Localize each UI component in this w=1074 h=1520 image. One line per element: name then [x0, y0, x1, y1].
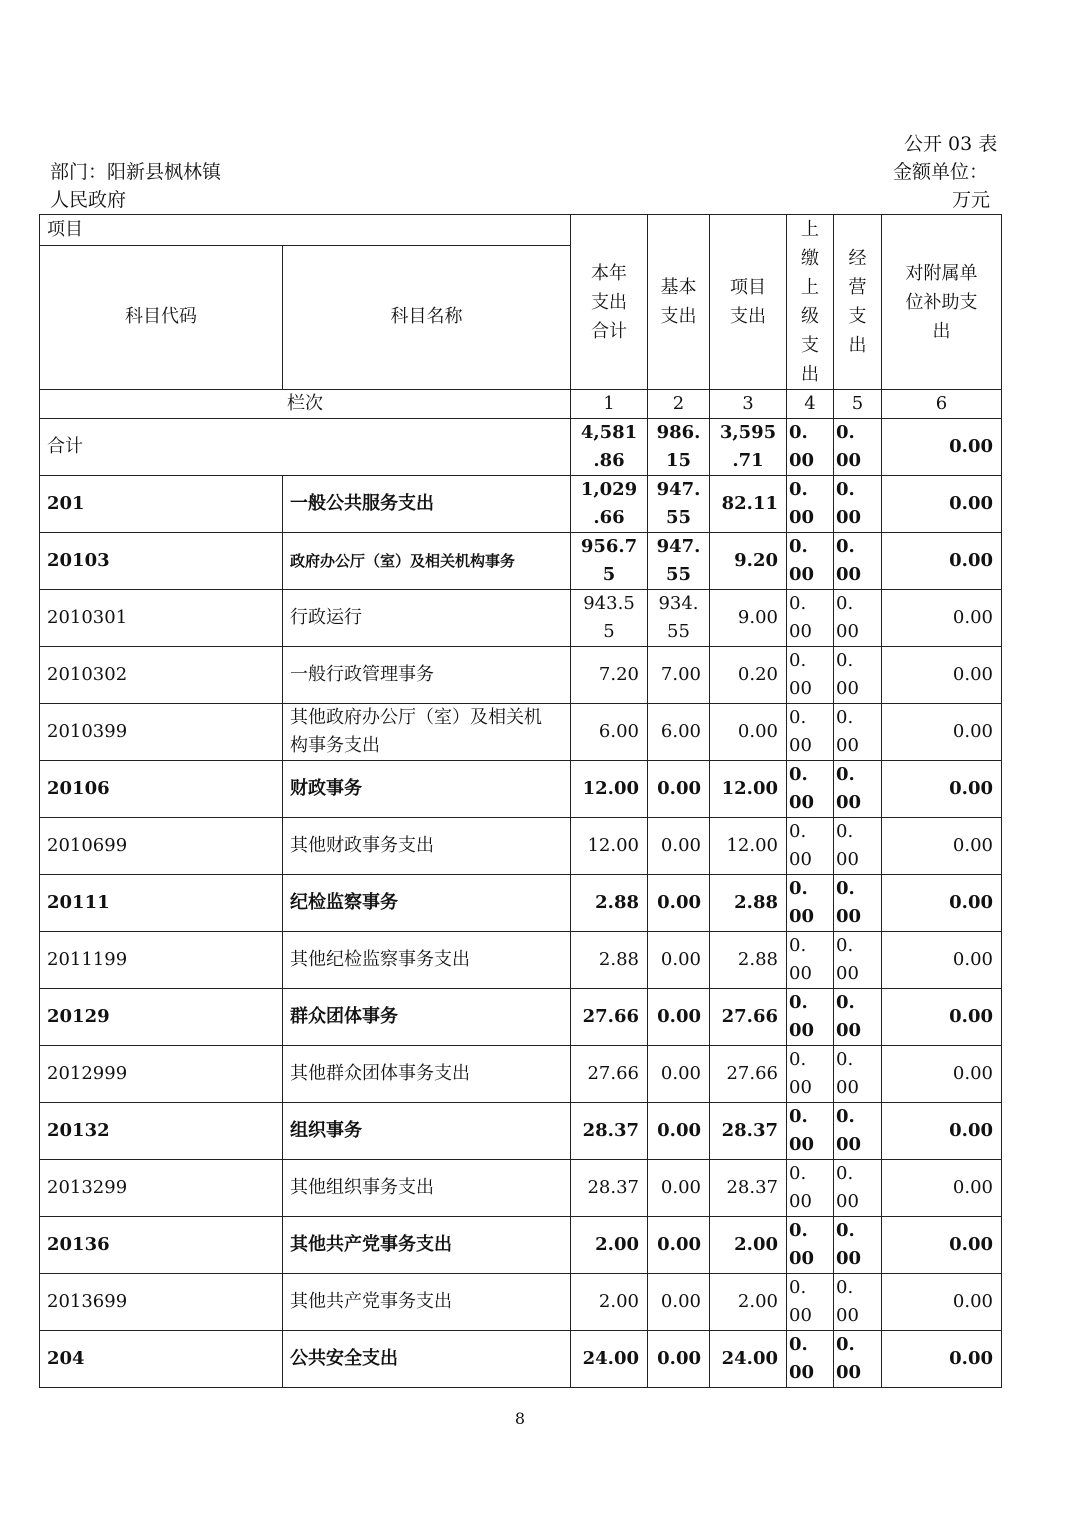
project-amount: 0.00 — [710, 704, 787, 761]
basic-amount: 0.00 — [648, 932, 710, 989]
subsidy-amount: 0.00 — [882, 647, 1002, 704]
subject-name-line: 其他政府办公厅（室）及相关机 — [290, 707, 542, 728]
basic-amount: 0.00 — [648, 1046, 710, 1103]
cell-line: 0. — [836, 422, 855, 443]
col_project-line: 支出 — [730, 306, 766, 327]
table-row — [40, 590, 1002, 647]
cell-line: 00 — [836, 963, 859, 984]
cell-line: 0. — [836, 764, 855, 785]
col_subsidy-line: 对附属单 — [905, 262, 978, 284]
cell-line: 00 — [836, 1020, 862, 1041]
column-index-5: 5 — [834, 390, 882, 419]
cell-line: .71 — [732, 450, 764, 471]
cell-line: 0. — [789, 479, 808, 500]
table-row — [40, 989, 1002, 1046]
col-basic-header — [648, 215, 710, 390]
total-amount: 2.00 — [571, 1274, 648, 1331]
subject-code: 2010699 — [40, 818, 283, 875]
total-amount — [571, 419, 648, 476]
column-index-4: 4 — [787, 390, 834, 419]
cell-line: .66 — [593, 507, 625, 528]
subsidy-amount: 0.00 — [882, 1217, 1002, 1274]
business-amount — [834, 590, 882, 647]
cell-line: 0. — [789, 1277, 807, 1298]
subject-code: 20129 — [40, 989, 283, 1046]
col_upper-line: 缴 — [801, 248, 819, 269]
subsidy-amount: 0.00 — [882, 419, 1002, 476]
subject-name: 纪检监察事务 — [283, 875, 571, 932]
cell-line: 0. — [836, 1163, 854, 1184]
total-amount: 28.37 — [571, 1103, 648, 1160]
cell-line: 00 — [789, 621, 812, 642]
subsidy-amount: 0.00 — [882, 761, 1002, 818]
subsidy-amount: 0.00 — [882, 533, 1002, 590]
business-amount — [834, 476, 882, 533]
basic-amount — [648, 419, 710, 476]
business-amount — [834, 1274, 882, 1331]
cell-line: 00 — [789, 1362, 815, 1383]
cell-line: 0. — [789, 593, 807, 614]
cell-line: 55 — [667, 621, 690, 642]
basic-amount: 0.00 — [648, 989, 710, 1046]
project-amount: 27.66 — [710, 1046, 787, 1103]
project-amount: 9.00 — [710, 590, 787, 647]
column-index-row — [40, 390, 1002, 419]
col_upper-line: 上 — [801, 219, 819, 240]
upper-amount — [787, 761, 834, 818]
cell-line: 00 — [836, 507, 862, 528]
cell-line: 00 — [789, 849, 812, 870]
subject-name: 一般行政管理事务 — [283, 647, 571, 704]
row-label: 合计 — [40, 419, 571, 476]
subject-name: 群众团体事务 — [283, 989, 571, 1046]
unit-label-line1: 金额单位： — [893, 161, 989, 183]
cell-line: 55 — [665, 507, 692, 528]
col_upper-line: 级 — [801, 306, 819, 327]
cell-line: 0. — [836, 992, 855, 1013]
subject-code: 20132 — [40, 1103, 283, 1160]
subsidy-amount: 0.00 — [882, 1046, 1002, 1103]
cell-line: 0. — [789, 935, 807, 956]
col-project-header — [710, 215, 787, 390]
basic-amount — [648, 590, 710, 647]
budget-table — [39, 214, 1002, 1388]
subject-name: 其他财政事务支出 — [283, 818, 571, 875]
table-row — [40, 818, 1002, 875]
business-amount — [834, 1331, 882, 1388]
col_total-line: 支出 — [591, 291, 627, 313]
business-amount — [834, 1160, 882, 1217]
cell-line: 00 — [789, 1134, 815, 1155]
table-row — [40, 419, 1002, 476]
business-amount — [834, 989, 882, 1046]
subject-name: 其他共产党事务支出 — [283, 1274, 571, 1331]
total-amount: 6.00 — [571, 704, 648, 761]
col_subsidy-line: 出 — [932, 320, 951, 342]
project-amount: 2.88 — [710, 932, 787, 989]
column-index-6: 6 — [882, 390, 1002, 419]
upper-amount — [787, 818, 834, 875]
cell-line: 00 — [836, 849, 859, 870]
subsidy-amount: 0.00 — [882, 875, 1002, 932]
subsidy-amount: 0.00 — [882, 1331, 1002, 1388]
subsidy-amount: 0.00 — [882, 818, 1002, 875]
business-amount — [834, 1217, 882, 1274]
project-amount — [710, 419, 787, 476]
cell-line: 00 — [789, 1248, 815, 1269]
cell-line: 0. — [836, 878, 855, 899]
table-row — [40, 875, 1002, 932]
subsidy-amount: 0.00 — [882, 590, 1002, 647]
subject-name-line: 构事务支出 — [290, 735, 380, 756]
project-amount: 28.37 — [710, 1160, 787, 1217]
cell-line: 0. — [836, 707, 854, 728]
cell-line: 00 — [836, 450, 862, 471]
upper-amount — [787, 533, 834, 590]
basic-amount: 0.00 — [648, 761, 710, 818]
upper-amount — [787, 590, 834, 647]
column-index-label: 栏次 — [40, 390, 571, 419]
project-amount: 2.00 — [710, 1217, 787, 1274]
basic-amount: 0.00 — [648, 1217, 710, 1274]
upper-amount — [787, 932, 834, 989]
table-row — [40, 1331, 1002, 1388]
subject-name: 公共安全支出 — [283, 1331, 571, 1388]
cell-line: 5 — [602, 564, 616, 585]
subject-name: 其他组织事务支出 — [283, 1160, 571, 1217]
business-amount — [834, 647, 882, 704]
col_upper-line: 出 — [801, 364, 819, 385]
col_total-line: 本年 — [591, 262, 627, 284]
col-name-header: 科目名称 — [283, 245, 571, 389]
cell-line: 00 — [789, 792, 815, 813]
upper-amount — [787, 647, 834, 704]
table-row — [40, 1160, 1002, 1217]
cell-line: 00 — [836, 792, 862, 813]
total-amount: 2.88 — [571, 932, 648, 989]
cell-line: 55 — [665, 564, 692, 585]
subject-name — [283, 704, 571, 761]
total-amount: 12.00 — [571, 818, 648, 875]
total-amount: 28.37 — [571, 1160, 648, 1217]
cell-line: 0. — [789, 422, 808, 443]
subsidy-amount: 0.00 — [882, 932, 1002, 989]
cell-line: 0. — [836, 935, 854, 956]
col_subsidy-line: 位补助支 — [905, 291, 978, 313]
cell-line: 0. — [836, 650, 854, 671]
total-amount: 7.20 — [571, 647, 648, 704]
cell-line: 0. — [836, 1220, 855, 1241]
business-amount — [834, 1103, 882, 1160]
subject-code: 20106 — [40, 761, 283, 818]
project-amount: 9.20 — [710, 533, 787, 590]
col_upper-line: 支 — [801, 335, 819, 356]
table-row — [40, 704, 1002, 761]
total-amount — [571, 590, 648, 647]
basic-amount: 0.00 — [648, 1103, 710, 1160]
cell-line: 956.7 — [580, 536, 638, 557]
table-row — [40, 1274, 1002, 1331]
col_business-line: 出 — [848, 335, 867, 356]
cell-line: 0. — [836, 1334, 855, 1355]
business-amount — [834, 761, 882, 818]
subsidy-amount: 0.00 — [882, 1103, 1002, 1160]
cell-line: .86 — [593, 450, 625, 471]
upper-amount — [787, 704, 834, 761]
cell-line: 986. — [656, 422, 701, 443]
cell-line: 0. — [836, 1277, 854, 1298]
subject-code: 2010399 — [40, 704, 283, 761]
cell-line: 00 — [836, 735, 859, 756]
cell-line: 947. — [656, 536, 701, 557]
cell-line: 00 — [836, 1305, 859, 1326]
project-header: 项目 — [40, 215, 571, 246]
department-label-line1: 部门：阳新县枫林镇 — [50, 161, 222, 183]
subject-code: 204 — [40, 1331, 283, 1388]
project-amount: 2.88 — [710, 875, 787, 932]
total-amount: 2.00 — [571, 1217, 648, 1274]
basic-amount: 6.00 — [648, 704, 710, 761]
basic-amount: 0.00 — [648, 1274, 710, 1331]
business-amount — [834, 818, 882, 875]
subject-code: 2013299 — [40, 1160, 283, 1217]
col-upper-header — [787, 215, 834, 390]
col_basic-line: 基本 — [660, 277, 697, 298]
cell-line: 00 — [836, 564, 862, 585]
subject-code: 2011199 — [40, 932, 283, 989]
page-number: 8 — [514, 1409, 526, 1428]
header-row-project — [40, 215, 1002, 246]
cell-line: 943.5 — [583, 593, 635, 614]
business-amount — [834, 1046, 882, 1103]
cell-line: 00 — [789, 564, 815, 585]
cell-line: 3,595 — [719, 422, 777, 443]
col_basic-line: 支出 — [660, 306, 697, 327]
column-index-3: 3 — [710, 390, 787, 419]
cell-line: 0. — [789, 1049, 807, 1070]
cell-line: 00 — [836, 1191, 859, 1212]
col_business-line: 支 — [848, 306, 867, 327]
subsidy-amount: 0.00 — [882, 1274, 1002, 1331]
subject-name: 其他纪检监察事务支出 — [283, 932, 571, 989]
cell-line: 00 — [789, 1020, 815, 1041]
cell-line: 0. — [789, 1163, 807, 1184]
project-amount: 0.20 — [710, 647, 787, 704]
business-amount — [834, 533, 882, 590]
col-code-header: 科目代码 — [40, 245, 283, 389]
upper-amount — [787, 419, 834, 476]
subsidy-amount: 0.00 — [882, 476, 1002, 533]
cell-line: 5 — [603, 621, 615, 642]
basic-amount — [648, 476, 710, 533]
total-amount — [571, 476, 648, 533]
cell-line: 00 — [836, 1362, 862, 1383]
col_total-line: 合计 — [591, 320, 627, 342]
cell-line: 0. — [836, 1049, 854, 1070]
cell-line: 00 — [789, 906, 815, 927]
subject-code: 20111 — [40, 875, 283, 932]
cell-line: 00 — [789, 963, 812, 984]
upper-amount — [787, 989, 834, 1046]
subject-name: 组织事务 — [283, 1103, 571, 1160]
subject-code: 2010302 — [40, 647, 283, 704]
col-total-header — [571, 215, 648, 390]
upper-amount — [787, 1160, 834, 1217]
upper-amount — [787, 875, 834, 932]
total-amount — [571, 533, 648, 590]
cell-line: 4,581 — [580, 422, 638, 443]
cell-line: 0. — [789, 1106, 808, 1127]
project-amount: 28.37 — [710, 1103, 787, 1160]
basic-amount: 7.00 — [648, 647, 710, 704]
subject-code: 2010301 — [40, 590, 283, 647]
subject-name: 行政运行 — [283, 590, 571, 647]
project-amount: 12.00 — [710, 761, 787, 818]
cell-line: 0. — [789, 878, 808, 899]
table-row — [40, 1103, 1002, 1160]
cell-line: 947. — [656, 479, 701, 500]
subject-code: 20136 — [40, 1217, 283, 1274]
business-amount — [834, 419, 882, 476]
cell-line: 1,029 — [580, 479, 638, 500]
subject-name: 政府办公厅（室）及相关机构事务 — [283, 533, 571, 590]
subject-code: 2012999 — [40, 1046, 283, 1103]
cell-line: 00 — [836, 1134, 862, 1155]
subsidy-amount: 0.00 — [882, 1160, 1002, 1217]
total-amount: 12.00 — [571, 761, 648, 818]
cell-line: 0. — [789, 764, 808, 785]
cell-line: 00 — [789, 1191, 812, 1212]
basic-amount: 0.00 — [648, 1160, 710, 1217]
table-row — [40, 1046, 1002, 1103]
cell-line: 00 — [789, 735, 812, 756]
cell-line: 0. — [836, 1106, 855, 1127]
cell-line: 0. — [789, 1334, 808, 1355]
subsidy-amount: 0.00 — [882, 989, 1002, 1046]
column-index-2: 2 — [648, 390, 710, 419]
cell-line: 00 — [789, 1305, 812, 1326]
col-business-header — [834, 215, 882, 390]
subject-name: 其他共产党事务支出 — [283, 1217, 571, 1274]
cell-line: 0. — [789, 1220, 808, 1241]
total-amount: 27.66 — [571, 1046, 648, 1103]
subject-code: 201 — [40, 476, 283, 533]
cell-line: 0. — [836, 536, 855, 557]
department-label-line2: 人民政府 — [50, 189, 127, 211]
basic-amount: 0.00 — [648, 818, 710, 875]
col_project-line: 项目 — [730, 277, 766, 298]
cell-line: 934. — [658, 593, 699, 614]
upper-amount — [787, 1217, 834, 1274]
cell-line: 00 — [836, 1077, 859, 1098]
cell-line: 00 — [836, 1248, 862, 1269]
table-row — [40, 932, 1002, 989]
subject-name: 一般公共服务支出 — [283, 476, 571, 533]
upper-amount — [787, 1046, 834, 1103]
subsidy-amount: 0.00 — [882, 704, 1002, 761]
unit-label-line2: 万元 — [952, 189, 991, 211]
cell-line: 0. — [789, 707, 807, 728]
upper-amount — [787, 1274, 834, 1331]
project-amount: 27.66 — [710, 989, 787, 1046]
basic-amount: 0.00 — [648, 875, 710, 932]
business-amount — [834, 875, 882, 932]
table-row — [40, 1217, 1002, 1274]
subject-name: 其他群众团体事务支出 — [283, 1046, 571, 1103]
upper-amount — [787, 1103, 834, 1160]
table-row — [40, 761, 1002, 818]
subject-name: 财政事务 — [283, 761, 571, 818]
cell-line: 00 — [789, 507, 815, 528]
cell-line: 00 — [836, 678, 859, 699]
upper-amount — [787, 476, 834, 533]
col_upper-line: 上 — [801, 277, 819, 298]
project-amount: 2.00 — [710, 1274, 787, 1331]
project-amount: 12.00 — [710, 818, 787, 875]
cell-line: 0. — [836, 593, 854, 614]
column-index-1: 1 — [571, 390, 648, 419]
project-amount: 24.00 — [710, 1331, 787, 1388]
cell-line: 00 — [836, 621, 859, 642]
cell-line: 00 — [836, 906, 862, 927]
project-amount: 82.11 — [710, 476, 787, 533]
table-row — [40, 533, 1002, 590]
basic-amount: 0.00 — [648, 1331, 710, 1388]
cell-line: 00 — [789, 1077, 812, 1098]
cell-line: 0. — [789, 650, 807, 671]
form-id: 公开 03 表 — [904, 133, 998, 155]
cell-line: 15 — [665, 450, 692, 471]
col_business-line: 营 — [848, 277, 867, 298]
total-amount: 24.00 — [571, 1331, 648, 1388]
cell-line: 0. — [836, 479, 855, 500]
cell-line: 0. — [836, 821, 854, 842]
col_business-line: 经 — [848, 248, 867, 269]
table-row — [40, 647, 1002, 704]
upper-amount — [787, 1331, 834, 1388]
business-amount — [834, 932, 882, 989]
col-subsidy-header — [882, 215, 1002, 390]
subject-code: 20103 — [40, 533, 283, 590]
basic-amount — [648, 533, 710, 590]
business-amount — [834, 704, 882, 761]
total-amount: 2.88 — [571, 875, 648, 932]
subject-code: 2013699 — [40, 1274, 283, 1331]
total-amount: 27.66 — [571, 989, 648, 1046]
cell-line: 0. — [789, 536, 808, 557]
cell-line: 00 — [789, 450, 815, 471]
table-row — [40, 476, 1002, 533]
cell-line: 00 — [789, 678, 812, 699]
cell-line: 0. — [789, 992, 808, 1013]
cell-line: 0. — [789, 821, 807, 842]
